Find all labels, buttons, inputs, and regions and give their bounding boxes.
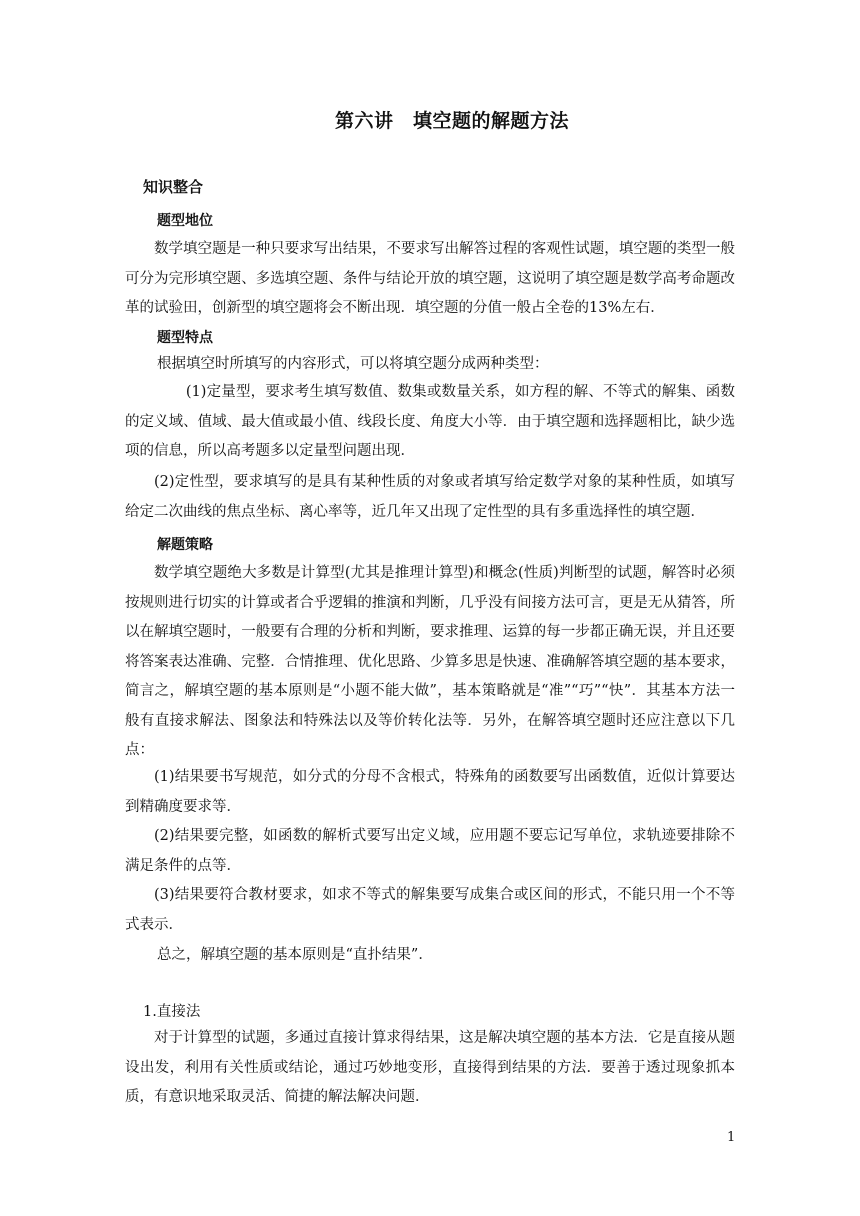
paragraph-strategy: 数学填空题绝大多数是计算型(尤其是推理计算型)和概念(性质)判断型的试题，解答时必须按规则进行切实的计算或者合乎逻辑的推演和判断，几乎没有间接方法可言，更是无从猜答，所以在解填空题时，一般要有合理的分析和判断，要求推理、运算的每一步都正确无误，并且还要将答案表达准确、完整．合情推理、优化思路、少算多思是快速、准确解答填空题的基本要求，简言之，解填空题的基本原则是“小题不能大做”，基本策略就是“准”“巧”“快”．其基本方法一般有直接求解法、图象法和特殊法以及等价转化法等．另外，在解答填空题时还应注意以下几点： <box>125 565 735 758</box>
paragraph-quantitative-type: (1)定量型，要求考生填写数值、数集或数量关系，如方程的解、不等式的解集、函数的定义域、值域、最大值或最小值、线段长度、角度大小等．由于填空题和选择题相比，缺少选项的信息，所以高考题多以定量型问题出现． <box>125 384 735 459</box>
paragraph-position: 数学填空题是一种只要求写出结果，不要求写出解答过程的客观性试题，填空题的类型一般可分为完形填空题、多选填空题、条件与结论开放的填空题，这说明了填空题是数学高考命题改革的试验田，创新型的填空题将会不断出现．填空题的分值一般占全卷的13%左右． <box>125 241 735 316</box>
subsection-heading-strategy: 解题策略 <box>157 537 213 553</box>
paragraph-qualitative-type: (2)定性型，要求填写的是具有某种性质的对象或者填写给定数学对象的某种性质，如填写给定二次曲线的焦点坐标、离心率等，近几年又出现了定性型的具有多重选择性的填空题． <box>125 474 735 520</box>
paragraph-note-3: (3)结果要符合教材要求，如求不等式的解集要写成集合或区间的形式，不能只用一个不等式表示． <box>125 887 735 933</box>
paragraph-features-intro: 根据填空时所填写的内容形式，可以将填空题分成两种类型： <box>157 356 549 372</box>
page-title: 第六讲 填空题的解题方法 <box>334 110 569 132</box>
page-number: 1 <box>727 1130 736 1145</box>
paragraph-direct-method: 对于计算型的试题，多通过直接计算求得结果，这是解决填空题的基本方法．它是直接从题设出发，利用有关性质或结论，通过巧妙地变形，直接得到结果的方法．要善于透过现象抓本质，有意识地采取灵活、简捷的解法解决问题． <box>125 1030 735 1105</box>
section-heading: 知识整合 <box>143 178 204 196</box>
subsection-heading-features: 题型特点 <box>157 330 213 346</box>
paragraph-note-2: (2)结果要完整，如函数的解析式要写出定义域，应用题不要忘记写单位，求轨迹要排除不满足条件的点等． <box>125 828 735 874</box>
paragraph-summary: 总之，解填空题的基本原则是“直扑结果”． <box>157 947 433 963</box>
method-heading-direct: 1.直接法 <box>143 1004 201 1020</box>
subsection-heading-position: 题型地位 <box>157 213 213 229</box>
paragraph-note-1: (1)结果要书写规范，如分式的分母不含根式，特殊角的函数要写出函数值，近似计算要达到精确度要求等． <box>125 769 735 815</box>
